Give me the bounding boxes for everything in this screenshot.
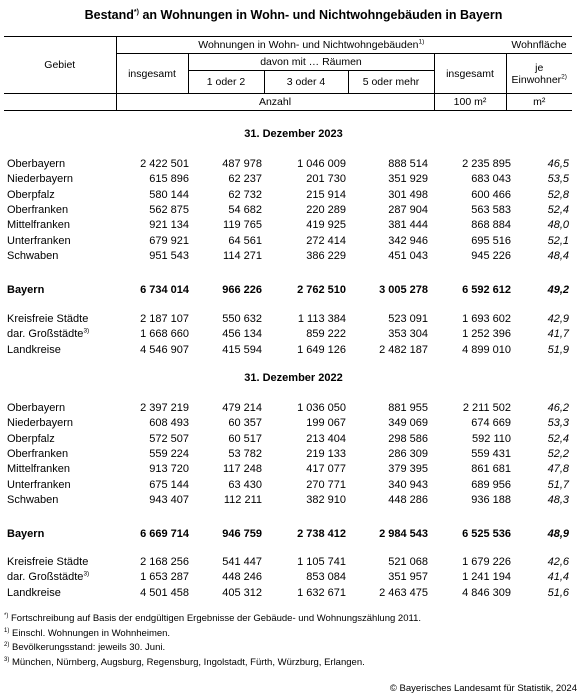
cell-col-1: 559 224 xyxy=(149,447,189,460)
row-label xyxy=(7,571,89,583)
table-row xyxy=(0,344,587,359)
cell-col-6: 52,1 xyxy=(547,234,569,247)
cell-col-2: 487 978 xyxy=(222,158,262,170)
row-label-text: Bayern xyxy=(7,284,45,296)
footnote-text: Fortschreibung auf Basis der endgültigen Ergebnisse der Gebäude- und Wohnungszählung 2011. xyxy=(8,613,421,624)
cell-col-6: 49,2 xyxy=(547,284,569,296)
cell-col-3: 201 730 xyxy=(306,173,346,186)
cell-col-5: 689 956 xyxy=(471,478,511,491)
table-row xyxy=(0,494,587,509)
cell-col-1: 6 734 014 xyxy=(140,284,189,296)
title-rest: an Wohnungen in Wohn- und Nichtwohngebäuden in Bayern xyxy=(138,8,503,22)
row-label-text: Landkreise xyxy=(7,586,61,599)
cell-col-2: 946 759 xyxy=(222,528,262,540)
cell-col-6: 46,5 xyxy=(547,158,569,170)
cell-col-5: 4 899 010 xyxy=(462,343,511,356)
header-unit-100m2: 100 m² xyxy=(434,94,506,111)
row-label-text: Oberfranken xyxy=(7,447,69,460)
cell-col-6: 48,0 xyxy=(547,219,569,232)
cell-col-2: 64 561 xyxy=(228,234,262,247)
footnote-text: Einschl. Wohnungen in Wohnheimen. xyxy=(9,627,171,639)
row-label xyxy=(7,219,70,231)
row-label xyxy=(7,479,71,491)
cell-col-4: 340 943 xyxy=(388,478,428,491)
footnote-marker: 1) xyxy=(4,627,10,634)
table-row xyxy=(0,433,587,448)
header-gebiet: Gebiet xyxy=(4,37,116,94)
cell-col-2: 479 214 xyxy=(222,402,262,414)
row-label-text: Oberbayern xyxy=(7,158,66,170)
footnote-marker: *) xyxy=(4,612,9,619)
header-unit-anzahl: Anzahl xyxy=(116,94,434,111)
cell-col-5: 861 681 xyxy=(471,463,511,476)
cell-col-3: 386 229 xyxy=(306,249,346,262)
cell-col-6: 52,2 xyxy=(547,447,569,460)
cell-col-3: 853 084 xyxy=(306,571,346,584)
cell-col-6: 41,4 xyxy=(547,571,569,584)
header-davon: davon mit … Räumen xyxy=(188,54,434,71)
row-label xyxy=(7,448,68,460)
cell-col-4: 2 482 187 xyxy=(379,343,428,356)
header-je-sup: 2) xyxy=(561,73,567,80)
header-rooms-3-4: 3 oder 4 xyxy=(264,71,348,94)
cell-col-3: 1 046 009 xyxy=(297,158,346,170)
footnote xyxy=(4,613,584,624)
cell-col-5: 559 431 xyxy=(471,447,511,460)
cell-col-3: 382 910 xyxy=(306,493,346,506)
row-label xyxy=(7,158,65,170)
row-label xyxy=(7,313,88,325)
row-label xyxy=(7,402,65,414)
cell-col-3: 417 077 xyxy=(306,463,346,476)
cell-col-4: 3 005 278 xyxy=(379,284,428,296)
row-label xyxy=(7,528,44,540)
cell-col-5: 600 466 xyxy=(471,188,511,201)
cell-col-4: 379 395 xyxy=(388,463,428,476)
row-label xyxy=(7,189,55,201)
cell-col-3: 219 133 xyxy=(306,447,346,460)
cell-col-5: 6 525 536 xyxy=(462,528,511,540)
table-row xyxy=(0,219,587,234)
row-label xyxy=(7,587,61,599)
table-row xyxy=(0,328,587,343)
cell-col-4: 287 904 xyxy=(388,203,428,216)
header-group xyxy=(116,37,506,54)
cell-col-2: 119 765 xyxy=(223,219,262,232)
cell-col-4: 351 929 xyxy=(388,173,428,186)
header-group-label: Wohnungen in Wohn- und Nichtwohngebäuden xyxy=(198,39,419,51)
footnote xyxy=(4,657,584,668)
cell-col-4: 2 984 543 xyxy=(379,528,428,540)
cell-col-2: 63 430 xyxy=(228,478,262,491)
row-label-text: dar. Großstädte xyxy=(7,328,84,341)
table-row xyxy=(0,235,587,250)
section-heading: 31. Dezember 2022 xyxy=(244,372,343,384)
cell-col-4: 342 946 xyxy=(388,234,428,247)
cell-col-4: 451 043 xyxy=(388,249,428,262)
cell-col-4: 349 069 xyxy=(388,417,428,430)
cell-col-1: 1 668 660 xyxy=(140,328,189,341)
cell-col-4: 286 309 xyxy=(388,447,428,460)
row-label-text: dar. Großstädte xyxy=(7,571,84,584)
footnote xyxy=(4,628,584,639)
row-label-text: Niederbayern xyxy=(7,173,74,186)
cell-col-1: 615 896 xyxy=(149,173,189,186)
cell-col-6: 46,2 xyxy=(547,402,569,414)
cell-col-6: 42,9 xyxy=(547,313,569,325)
cell-col-1: 951 543 xyxy=(149,249,189,262)
row-label-text: Schwaben xyxy=(7,249,59,262)
header-rooms-5-plus: 5 oder mehr xyxy=(348,71,434,94)
cell-col-3: 2 738 412 xyxy=(297,528,346,540)
cell-col-2: 54 682 xyxy=(228,203,262,216)
table-row xyxy=(0,189,587,204)
row-label xyxy=(7,417,73,429)
cell-col-1: 913 720 xyxy=(149,463,189,476)
row-label xyxy=(7,556,88,568)
header-wohnflaeche: Wohnfläche xyxy=(506,37,572,54)
cell-col-3: 1 036 050 xyxy=(297,402,346,414)
row-label-sup: 3) xyxy=(83,327,90,335)
footnote-text: München, Nürnberg, Augsburg, Regensburg, Ingolstadt, Fürth, Würzburg, Erlangen. xyxy=(9,656,365,668)
cell-col-5: 1 241 194 xyxy=(462,571,511,584)
header-group-sup: 1) xyxy=(418,38,425,46)
cell-col-6: 51,6 xyxy=(547,586,569,599)
cell-col-3: 220 289 xyxy=(306,203,346,216)
cell-col-6: 53,3 xyxy=(547,417,569,430)
cell-col-1: 608 493 xyxy=(149,417,189,430)
row-label xyxy=(7,463,70,475)
cell-col-3: 1 113 384 xyxy=(297,313,346,325)
footnote-marker: 3) xyxy=(4,656,10,663)
footnote xyxy=(4,642,584,653)
table-row xyxy=(0,313,587,328)
table-row-total xyxy=(0,528,587,543)
cell-col-6: 48,4 xyxy=(547,249,569,262)
table-row xyxy=(0,417,587,432)
cell-col-1: 4 501 458 xyxy=(140,586,189,599)
cell-col-6: 48,9 xyxy=(547,528,569,540)
cell-col-6: 51,9 xyxy=(547,343,569,356)
row-label-text: Kreisfreie Städte xyxy=(7,313,89,325)
table-row xyxy=(0,250,587,265)
cell-col-2: 405 312 xyxy=(222,586,262,599)
cell-col-3: 859 222 xyxy=(306,328,346,341)
cell-col-6: 42,6 xyxy=(547,556,569,568)
cell-col-1: 572 507 xyxy=(149,432,189,445)
cell-col-1: 2 422 501 xyxy=(140,158,189,170)
table-row xyxy=(0,448,587,463)
cell-col-1: 675 144 xyxy=(149,478,189,491)
row-label xyxy=(7,173,73,185)
cell-col-1: 921 134 xyxy=(149,219,189,232)
row-label-text: Oberfranken xyxy=(7,203,69,216)
cell-col-2: 60 517 xyxy=(228,432,262,445)
section-heading: 31. Dezember 2023 xyxy=(244,128,343,140)
cell-col-1: 1 653 287 xyxy=(140,571,189,584)
cell-col-2: 60 357 xyxy=(228,417,262,430)
row-label-text: Kreisfreie Städte xyxy=(7,556,89,568)
cell-col-4: 2 463 475 xyxy=(379,586,428,599)
row-label-text: Landkreise xyxy=(7,343,61,356)
row-label-text: Schwaben xyxy=(7,493,59,506)
cell-col-4: 881 955 xyxy=(388,402,428,414)
cell-col-4: 523 091 xyxy=(388,313,428,325)
row-label-text: Unterfranken xyxy=(7,478,71,491)
cell-col-5: 592 110 xyxy=(472,432,511,445)
cell-col-3: 213 404 xyxy=(306,432,346,445)
footnote-marker: 2) xyxy=(4,641,10,648)
footnote-text: Bevölkerungsstand: jeweils 30. Juni. xyxy=(9,642,166,653)
cell-col-2: 448 246 xyxy=(222,571,262,584)
table-row xyxy=(0,479,587,494)
cell-col-4: 381 444 xyxy=(388,219,428,232)
table-row xyxy=(0,402,587,417)
row-label-sup: 3) xyxy=(83,570,90,578)
cell-col-1: 679 921 xyxy=(149,234,189,247)
cell-col-2: 62 732 xyxy=(228,188,262,201)
cell-col-1: 4 546 907 xyxy=(140,343,189,356)
cell-col-5: 1 679 226 xyxy=(462,556,511,568)
table-header xyxy=(4,36,572,111)
cell-col-2: 550 632 xyxy=(222,313,262,325)
row-label-text: Oberpfalz xyxy=(7,432,55,445)
cell-col-6: 41,7 xyxy=(547,328,569,341)
cell-col-4: 351 957 xyxy=(388,571,428,584)
cell-col-4: 353 304 xyxy=(388,328,428,341)
cell-col-6: 52,8 xyxy=(547,188,569,201)
cell-col-5: 868 884 xyxy=(471,219,511,232)
cell-col-5: 4 846 309 xyxy=(462,586,511,599)
cell-col-2: 112 211 xyxy=(223,493,262,506)
table-row xyxy=(0,173,587,188)
table-row xyxy=(0,587,587,602)
header-wf-insgesamt: insgesamt xyxy=(434,54,506,94)
row-label-text: Oberbayern xyxy=(7,402,66,414)
cell-col-4: 298 586 xyxy=(388,432,428,445)
title-footnote-marker: *) xyxy=(133,8,139,16)
row-label xyxy=(7,204,68,216)
cell-col-6: 52,4 xyxy=(547,432,569,445)
cell-col-6: 52,4 xyxy=(547,203,569,216)
row-label xyxy=(7,235,71,247)
row-label-text: Mittelfranken xyxy=(7,463,70,476)
row-label xyxy=(7,494,58,506)
cell-col-6: 47,8 xyxy=(547,463,569,476)
cell-col-5: 936 188 xyxy=(471,493,511,506)
cell-col-1: 562 875 xyxy=(149,203,189,216)
cell-col-3: 270 771 xyxy=(306,478,346,491)
table-title xyxy=(0,8,587,22)
header-rooms-1-2: 1 oder 2 xyxy=(188,71,264,94)
cell-col-5: 1 693 602 xyxy=(462,313,511,325)
row-label-text: Unterfranken xyxy=(7,234,71,247)
cell-col-1: 6 669 714 xyxy=(140,528,189,540)
cell-col-2: 415 594 xyxy=(222,343,262,356)
row-label-text: Mittelfranken xyxy=(7,219,70,232)
row-label-text: Niederbayern xyxy=(7,417,74,430)
cell-col-5: 674 669 xyxy=(471,417,511,430)
header-je-label: je Einwohner xyxy=(511,61,562,86)
cell-col-2: 966 226 xyxy=(222,284,262,296)
cell-col-3: 1 105 741 xyxy=(297,556,346,568)
cell-col-5: 945 226 xyxy=(471,249,511,262)
table-row xyxy=(0,463,587,478)
table-row-total xyxy=(0,284,587,299)
cell-col-1: 2 397 219 xyxy=(140,402,189,414)
cell-col-2: 117 248 xyxy=(223,463,262,476)
cell-col-6: 53,5 xyxy=(547,173,569,186)
cell-col-2: 456 134 xyxy=(222,328,262,341)
cell-col-4: 521 068 xyxy=(388,556,428,568)
table-row xyxy=(0,204,587,219)
cell-col-4: 888 514 xyxy=(388,158,428,170)
cell-col-3: 272 414 xyxy=(306,234,346,247)
row-label xyxy=(7,433,55,445)
cell-col-5: 2 211 502 xyxy=(462,402,511,414)
table-row xyxy=(0,571,587,586)
header-insgesamt: insgesamt xyxy=(116,54,188,94)
cell-col-1: 2 168 256 xyxy=(140,556,189,568)
row-label-text: Bayern xyxy=(7,528,45,540)
copyright: © Bayerisches Landesamt für Statistik, 2024 xyxy=(389,683,577,694)
cell-col-3: 199 067 xyxy=(306,417,346,430)
cell-col-2: 53 782 xyxy=(228,447,262,460)
cell-col-3: 215 914 xyxy=(306,188,346,201)
table-row xyxy=(0,556,587,571)
cell-col-3: 1 632 671 xyxy=(297,586,346,599)
row-label xyxy=(7,284,44,296)
cell-col-1: 2 187 107 xyxy=(140,313,189,325)
cell-col-4: 301 498 xyxy=(388,188,428,201)
row-label xyxy=(7,328,89,340)
cell-col-2: 114 271 xyxy=(223,249,262,262)
cell-col-4: 448 286 xyxy=(388,493,428,506)
row-label-text: Oberpfalz xyxy=(7,188,55,201)
cell-col-3: 2 762 510 xyxy=(297,284,346,296)
cell-col-5: 563 583 xyxy=(471,203,511,216)
cell-col-3: 1 649 126 xyxy=(297,343,346,356)
table-row xyxy=(0,158,587,173)
header-je-einwohner xyxy=(506,54,572,94)
cell-col-1: 943 407 xyxy=(149,493,189,506)
cell-col-6: 48,3 xyxy=(547,493,569,506)
row-label xyxy=(7,250,58,262)
cell-col-1: 580 144 xyxy=(149,188,189,201)
cell-col-5: 683 043 xyxy=(471,173,511,186)
cell-col-2: 541 447 xyxy=(222,556,262,568)
cell-col-5: 2 235 895 xyxy=(462,158,511,170)
header-unit-m2: m² xyxy=(506,94,572,111)
cell-col-5: 1 252 396 xyxy=(462,328,511,341)
row-label xyxy=(7,344,61,356)
title-main: Bestand xyxy=(84,8,134,22)
cell-col-5: 6 592 612 xyxy=(462,284,511,296)
cell-col-5: 695 516 xyxy=(471,234,511,247)
cell-col-2: 62 237 xyxy=(228,173,262,186)
cell-col-6: 51,7 xyxy=(547,478,569,491)
cell-col-3: 419 925 xyxy=(306,219,346,232)
